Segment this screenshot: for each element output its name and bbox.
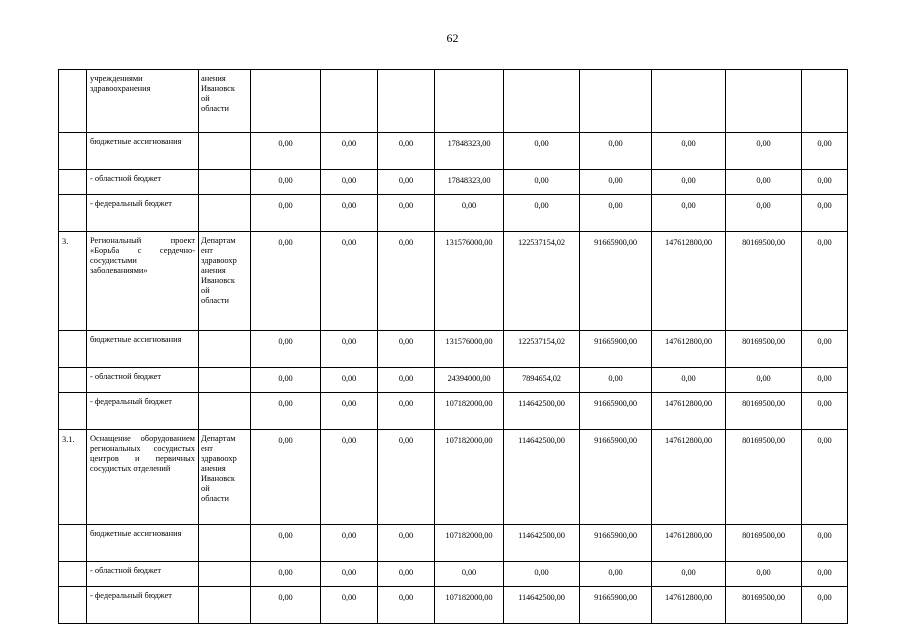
amount-cell: 0,00 — [580, 170, 652, 195]
amount-cell: 0,00 — [251, 331, 321, 368]
item-name-cell: бюджетные ассигнования — [87, 133, 199, 170]
amount-cell: 122537154,02 — [504, 331, 580, 368]
amount-cell: 7894654,02 — [504, 368, 580, 393]
amount-cell: 0,00 — [802, 170, 848, 195]
amount-cell: 0,00 — [251, 195, 321, 232]
item-name-cell: - областной бюджет — [87, 562, 199, 587]
row-number-cell — [59, 562, 87, 587]
amount-cell: 0,00 — [251, 525, 321, 562]
item-name-cell: бюджетные ассигнования — [87, 525, 199, 562]
executor-cell — [199, 331, 251, 368]
amount-cell: 0,00 — [802, 525, 848, 562]
amount-cell: 0,00 — [580, 368, 652, 393]
table-row — [59, 368, 848, 393]
executor-cell: Департам ент здравоохр анения Ивановск ой области — [199, 232, 251, 331]
amount-cell: 0,00 — [802, 133, 848, 170]
amount-cell: 0,00 — [652, 170, 726, 195]
amount-cell: 147612800,00 — [652, 393, 726, 430]
amount-cell: 80169500,00 — [726, 232, 802, 331]
amount-cell: 122537154,02 — [504, 232, 580, 331]
amount-cell: 0,00 — [378, 331, 435, 368]
amount-cell: 0,00 — [580, 133, 652, 170]
amount-cell: 147612800,00 — [652, 331, 726, 368]
amount-cell: 0,00 — [378, 170, 435, 195]
amount-cell: 0,00 — [726, 170, 802, 195]
amount-cell: 0,00 — [378, 562, 435, 587]
row-number-cell — [59, 331, 87, 368]
amount-cell: 0,00 — [802, 331, 848, 368]
amount-cell: 0,00 — [321, 562, 378, 587]
page-number: 62 — [446, 31, 459, 45]
amount-cell: 0,00 — [435, 195, 504, 232]
amount-cell: 114642500,00 — [504, 525, 580, 562]
amount-cell: 91665900,00 — [580, 331, 652, 368]
amount-cell: 0,00 — [726, 133, 802, 170]
amount-cell: 0,00 — [378, 587, 435, 624]
executor-cell: анения Ивановск ой области — [199, 70, 251, 133]
amount-cell: 0,00 — [726, 195, 802, 232]
amount-cell: 0,00 — [726, 562, 802, 587]
amount-cell: 24394000,00 — [435, 368, 504, 393]
amount-cell: 0,00 — [321, 587, 378, 624]
amount-cell: 0,00 — [378, 232, 435, 331]
amount-cell: 91665900,00 — [580, 393, 652, 430]
amount-cell: 0,00 — [378, 393, 435, 430]
amount-cell: 0,00 — [321, 331, 378, 368]
amount-cell: 80169500,00 — [726, 430, 802, 525]
table-row — [59, 587, 848, 624]
amount-cell: 0,00 — [251, 393, 321, 430]
amount-cell: 0,00 — [580, 562, 652, 587]
amount-cell: 0,00 — [321, 133, 378, 170]
executor-cell — [199, 562, 251, 587]
amount-cell: 147612800,00 — [652, 232, 726, 331]
amount-cell: 0,00 — [378, 430, 435, 525]
amount-cell: 91665900,00 — [580, 587, 652, 624]
amount-cell — [378, 70, 435, 133]
amount-cell: 147612800,00 — [652, 430, 726, 525]
amount-cell: 114642500,00 — [504, 430, 580, 525]
item-name-cell: Региональный проект «Борьба с сердечно-сосудистыми заболеваниями» — [87, 232, 199, 331]
executor-cell — [199, 195, 251, 232]
amount-cell: 0,00 — [251, 170, 321, 195]
table-row — [59, 331, 848, 368]
amount-cell: 0,00 — [802, 562, 848, 587]
amount-cell: 0,00 — [652, 368, 726, 393]
table-row — [59, 525, 848, 562]
amount-cell: 0,00 — [378, 133, 435, 170]
amount-cell: 17848323,00 — [435, 170, 504, 195]
executor-cell — [199, 587, 251, 624]
amount-cell: 0,00 — [726, 368, 802, 393]
amount-cell: 0,00 — [504, 562, 580, 587]
amount-cell: 0,00 — [378, 195, 435, 232]
budget-table — [58, 69, 848, 624]
row-number-cell — [59, 70, 87, 133]
item-name-cell: - федеральный бюджет — [87, 195, 199, 232]
row-number-cell — [59, 170, 87, 195]
amount-cell: 0,00 — [321, 232, 378, 331]
table-row — [59, 70, 848, 133]
amount-cell: 91665900,00 — [580, 232, 652, 331]
table-row — [59, 393, 848, 430]
amount-cell: 0,00 — [321, 170, 378, 195]
amount-cell: 0,00 — [251, 587, 321, 624]
executor-cell — [199, 393, 251, 430]
amount-cell: 0,00 — [321, 430, 378, 525]
row-number-cell: 3. — [59, 232, 87, 331]
amount-cell — [580, 70, 652, 133]
amount-cell: 0,00 — [378, 368, 435, 393]
amount-cell: 0,00 — [251, 232, 321, 331]
amount-cell: 131576000,00 — [435, 232, 504, 331]
amount-cell: 0,00 — [504, 195, 580, 232]
executor-cell — [199, 368, 251, 393]
item-name-cell: учреждениями здравоохранения — [87, 70, 199, 133]
amount-cell: 91665900,00 — [580, 430, 652, 525]
amount-cell — [726, 70, 802, 133]
item-name-cell: - федеральный бюджет — [87, 587, 199, 624]
amount-cell: 114642500,00 — [504, 587, 580, 624]
row-number-cell — [59, 525, 87, 562]
amount-cell — [504, 70, 580, 133]
executor-cell — [199, 525, 251, 562]
amount-cell: 147612800,00 — [652, 525, 726, 562]
amount-cell — [321, 70, 378, 133]
amount-cell: 131576000,00 — [435, 331, 504, 368]
amount-cell: 0,00 — [251, 133, 321, 170]
amount-cell: 0,00 — [321, 393, 378, 430]
amount-cell — [435, 70, 504, 133]
amount-cell: 107182000,00 — [435, 393, 504, 430]
amount-cell: 0,00 — [504, 133, 580, 170]
table-row — [59, 170, 848, 195]
amount-cell: 147612800,00 — [652, 587, 726, 624]
amount-cell: 0,00 — [652, 133, 726, 170]
amount-cell: 80169500,00 — [726, 393, 802, 430]
amount-cell: 0,00 — [251, 562, 321, 587]
table-row — [59, 133, 848, 170]
executor-cell — [199, 170, 251, 195]
amount-cell: 80169500,00 — [726, 525, 802, 562]
item-name-cell: бюджетные ассигнования — [87, 331, 199, 368]
amount-cell — [652, 70, 726, 133]
amount-cell: 0,00 — [251, 430, 321, 525]
amount-cell: 80169500,00 — [726, 587, 802, 624]
amount-cell: 0,00 — [802, 587, 848, 624]
row-number-cell — [59, 393, 87, 430]
amount-cell — [802, 70, 848, 133]
amount-cell: 0,00 — [802, 195, 848, 232]
table-row — [59, 430, 848, 525]
amount-cell: 17848323,00 — [435, 133, 504, 170]
amount-cell: 0,00 — [378, 525, 435, 562]
row-number-cell: 3.1. — [59, 430, 87, 525]
item-name-cell: - областной бюджет — [87, 368, 199, 393]
amount-cell: 0,00 — [321, 368, 378, 393]
amount-cell: 0,00 — [321, 525, 378, 562]
amount-cell: 80169500,00 — [726, 331, 802, 368]
amount-cell: 0,00 — [435, 562, 504, 587]
amount-cell: 91665900,00 — [580, 525, 652, 562]
amount-cell: 0,00 — [652, 195, 726, 232]
amount-cell: 0,00 — [652, 562, 726, 587]
table-row — [59, 232, 848, 331]
amount-cell: 0,00 — [802, 368, 848, 393]
amount-cell: 0,00 — [580, 195, 652, 232]
executor-cell — [199, 133, 251, 170]
amount-cell: 0,00 — [802, 393, 848, 430]
table-body — [59, 70, 848, 624]
table-row — [59, 562, 848, 587]
amount-cell: 0,00 — [504, 170, 580, 195]
row-number-cell — [59, 133, 87, 170]
table-row — [59, 195, 848, 232]
row-number-cell — [59, 368, 87, 393]
amount-cell: 0,00 — [802, 430, 848, 525]
item-name-cell: - областной бюджет — [87, 170, 199, 195]
row-number-cell — [59, 587, 87, 624]
item-name-cell: Оснащение оборудованием региональных сосудистых центров и первичных сосудистых отделений — [87, 430, 199, 525]
amount-cell — [251, 70, 321, 133]
row-number-cell — [59, 195, 87, 232]
amount-cell: 0,00 — [802, 232, 848, 331]
amount-cell: 0,00 — [251, 368, 321, 393]
executor-cell: Департам ент здравоохр анения Ивановск ой области — [199, 430, 251, 525]
item-name-cell: - федеральный бюджет — [87, 393, 199, 430]
amount-cell: 0,00 — [321, 195, 378, 232]
amount-cell: 107182000,00 — [435, 525, 504, 562]
amount-cell: 107182000,00 — [435, 587, 504, 624]
amount-cell: 114642500,00 — [504, 393, 580, 430]
amount-cell: 107182000,00 — [435, 430, 504, 525]
